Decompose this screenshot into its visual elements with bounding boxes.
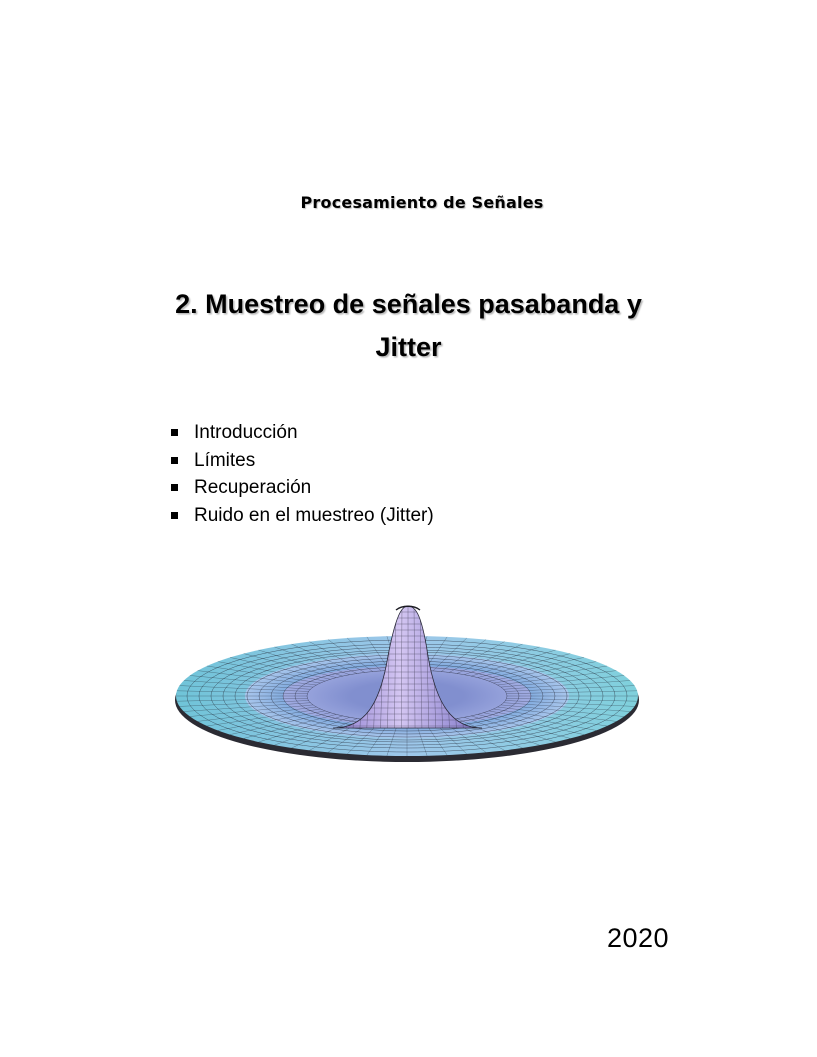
title-line-2: Jitter (375, 332, 442, 362)
subject-heading: Procesamiento de Señales (300, 193, 544, 212)
list-item (168, 474, 434, 502)
topic-label: Límites (194, 449, 256, 471)
topic-label: Recuperación (194, 477, 312, 498)
list-item (168, 502, 434, 530)
square-bullet-icon (171, 484, 178, 491)
topic-label: Introducción (194, 422, 298, 443)
list-item (168, 419, 434, 447)
square-bullet-icon (171, 457, 178, 464)
title-line-1: 2. Muestreo de señales pasabanda y (175, 289, 642, 319)
topic-list (168, 419, 434, 529)
document-title (0, 283, 817, 369)
square-bullet-icon (171, 429, 178, 436)
topic-label: Ruido en el muestreo (Jitter) (194, 504, 434, 526)
publication-year: 2020 (607, 923, 670, 953)
square-bullet-icon (171, 512, 178, 519)
sombrero-surface-illustration (170, 596, 645, 782)
list-item (168, 447, 434, 475)
